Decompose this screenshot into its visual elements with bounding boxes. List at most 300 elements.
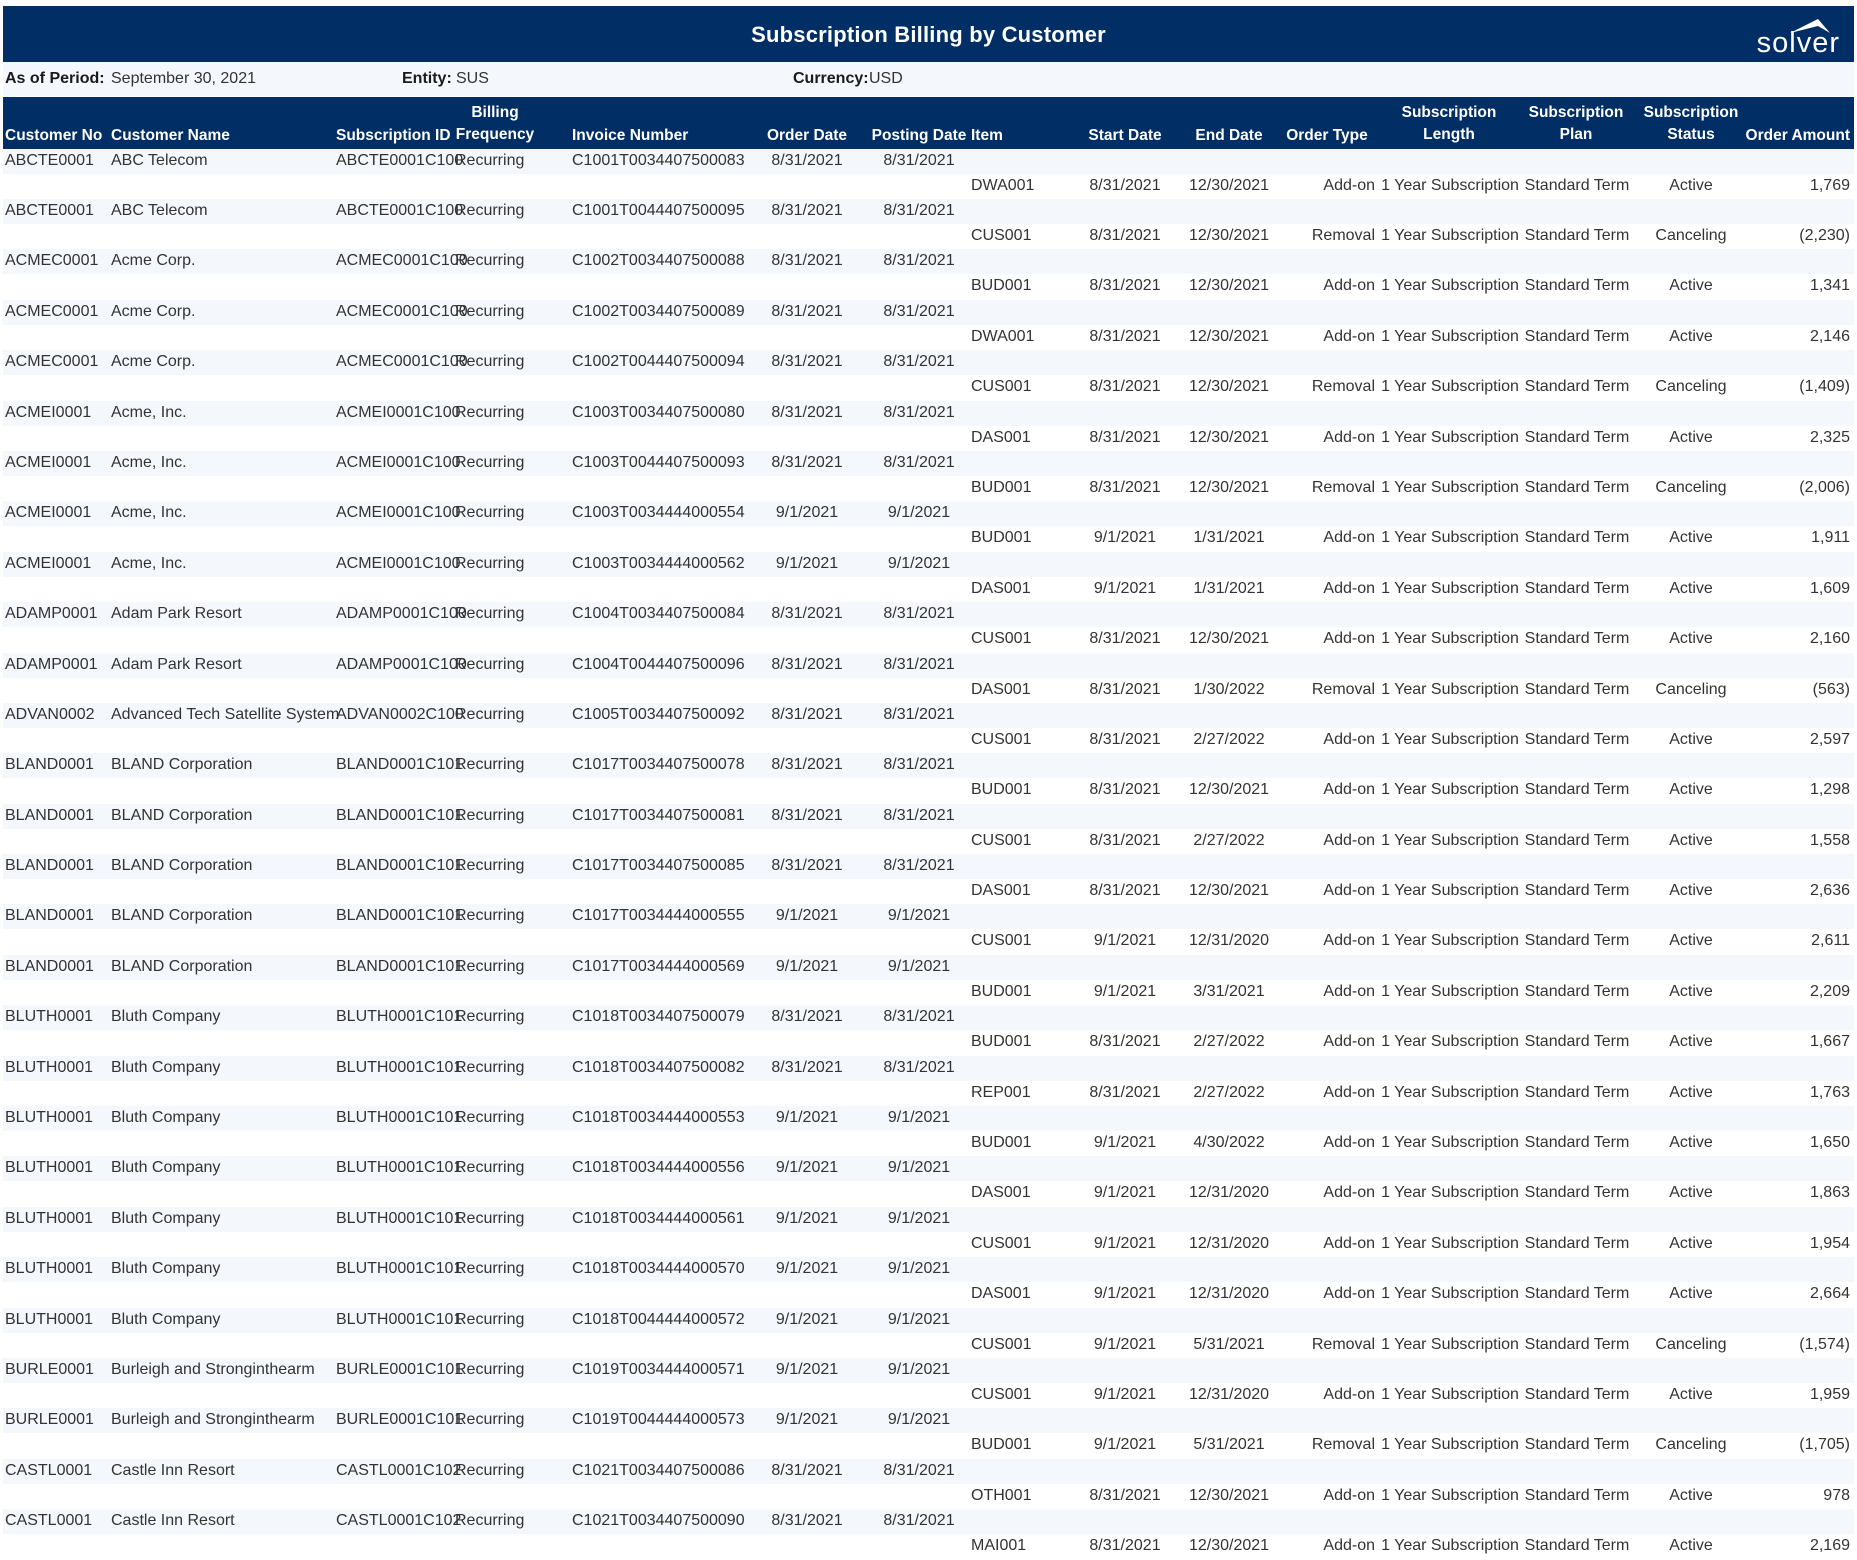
table-row bbox=[3, 199, 1854, 249]
posting-date-cell: 9/1/2021 bbox=[887, 554, 951, 572]
start-date-cell: 8/31/2021 bbox=[1089, 730, 1161, 748]
end-date-cell: 12/30/2021 bbox=[1188, 327, 1270, 345]
order-type-cell: Removal bbox=[1311, 1335, 1375, 1353]
subscription-status-cell: Canceling bbox=[1655, 680, 1727, 698]
billing-frequency-cell: Recurring bbox=[455, 957, 525, 975]
table-header bbox=[3, 97, 1854, 149]
posting-date-cell: 8/31/2021 bbox=[883, 705, 955, 723]
subscription-status-cell: Active bbox=[1669, 1184, 1713, 1202]
table-row bbox=[3, 602, 1854, 652]
customer-no-cell: ADAMP0001 bbox=[5, 605, 98, 623]
customer-name-cell: Acme, Inc. bbox=[111, 453, 187, 471]
end-date-cell: 12/30/2021 bbox=[1188, 781, 1270, 799]
billing-frequency-cell: Recurring bbox=[455, 705, 525, 723]
header-subscription-status-line2: Status bbox=[1667, 126, 1715, 143]
order-type-cell: Add-on bbox=[1323, 730, 1375, 748]
order-date-cell: 9/1/2021 bbox=[775, 504, 839, 522]
subscription-status-cell: Active bbox=[1669, 579, 1713, 597]
invoice-number-cell: C1004T0034407500084 bbox=[572, 605, 745, 623]
subscription-id-cell: BLAND0001C101 bbox=[336, 957, 464, 975]
subscription-length-cell: 1 Year Subscription bbox=[1381, 1083, 1519, 1101]
subscription-status-cell: Active bbox=[1669, 277, 1713, 295]
billing-frequency-cell: Recurring bbox=[455, 806, 525, 824]
order-date-cell: 8/31/2021 bbox=[771, 1512, 843, 1530]
customer-name-cell: Advanced Tech Satellite System bbox=[111, 705, 340, 723]
start-date-cell: 9/1/2021 bbox=[1093, 982, 1157, 1000]
customer-name-cell: Bluth Company bbox=[111, 1008, 221, 1026]
item-cell: REP001 bbox=[971, 1083, 1031, 1101]
subscription-status-cell: Active bbox=[1669, 1083, 1713, 1101]
header-end-date: End Date bbox=[1195, 127, 1263, 144]
header-billing-frequency-line1: Billing bbox=[471, 104, 519, 121]
order-type-cell: Add-on bbox=[1323, 781, 1375, 799]
order-type-cell: Add-on bbox=[1323, 529, 1375, 547]
solver-logo bbox=[1750, 16, 1840, 60]
table-row bbox=[3, 1005, 1854, 1055]
subscription-status-cell: Active bbox=[1669, 1385, 1713, 1403]
order-date-cell: 9/1/2021 bbox=[775, 554, 839, 572]
order-type-cell: Removal bbox=[1311, 227, 1375, 244]
billing-frequency-cell: Recurring bbox=[455, 1209, 525, 1227]
order-date-cell: 9/1/2021 bbox=[775, 1360, 839, 1378]
posting-date-cell: 8/31/2021 bbox=[883, 605, 955, 623]
subscription-plan-cell: Standard Term bbox=[1524, 1537, 1630, 1555]
header-order-date: Order Date bbox=[766, 127, 848, 144]
subscription-status-cell: Canceling bbox=[1655, 378, 1727, 396]
item-cell: CUS001 bbox=[971, 730, 1032, 748]
invoice-number-cell: C1017T0034444000569 bbox=[572, 957, 745, 975]
header-subscription-id: Subscription ID bbox=[336, 127, 451, 144]
order-amount-cell: (1,705) bbox=[1799, 1436, 1850, 1454]
customer-name-cell: ABC Telecom bbox=[111, 152, 208, 169]
invoice-number-cell: C1003T0034444000554 bbox=[572, 504, 745, 522]
invoice-number-cell: C1021T0034407500090 bbox=[572, 1512, 745, 1530]
currency-value: USD bbox=[869, 70, 903, 87]
item-cell: DWA001 bbox=[971, 327, 1035, 345]
subscription-length-cell: 1 Year Subscription bbox=[1381, 1033, 1519, 1051]
subscription-id-cell: BLAND0001C101 bbox=[336, 857, 464, 875]
order-type-cell: Add-on bbox=[1323, 1184, 1375, 1202]
billing-frequency-cell: Recurring bbox=[455, 403, 525, 421]
invoice-number-cell: C1017T0034407500085 bbox=[572, 857, 745, 875]
subscription-length-cell: 1 Year Subscription bbox=[1381, 378, 1519, 396]
table-row bbox=[3, 552, 1854, 602]
end-date-cell: 12/30/2021 bbox=[1188, 378, 1270, 396]
customer-no-cell: ABCTE0001 bbox=[5, 202, 94, 219]
subscription-plan-cell: Standard Term bbox=[1524, 1486, 1630, 1504]
start-date-cell: 9/1/2021 bbox=[1093, 1134, 1157, 1152]
order-type-cell: Add-on bbox=[1323, 579, 1375, 597]
billing-frequency-cell: Recurring bbox=[455, 1411, 525, 1429]
end-date-cell: 12/31/2020 bbox=[1188, 1234, 1270, 1252]
subscription-length-cell: 1 Year Subscription bbox=[1381, 277, 1519, 295]
subscription-plan-cell: Standard Term bbox=[1524, 1234, 1630, 1252]
subscription-status-cell: Active bbox=[1669, 1537, 1713, 1555]
posting-date-cell: 8/31/2021 bbox=[883, 302, 955, 320]
subscription-status-cell: Active bbox=[1669, 1486, 1713, 1504]
end-date-cell: 2/27/2022 bbox=[1193, 1033, 1265, 1051]
report-parameters bbox=[3, 62, 1854, 96]
customer-name-cell: BLAND Corporation bbox=[111, 907, 253, 925]
subscription-status-cell: Active bbox=[1669, 730, 1713, 748]
order-date-cell: 9/1/2021 bbox=[775, 1310, 839, 1328]
billing-frequency-cell: Recurring bbox=[455, 1260, 525, 1278]
posting-date-cell: 8/31/2021 bbox=[883, 252, 955, 270]
item-cell: CUS001 bbox=[971, 630, 1032, 648]
customer-name-cell: Burleigh and Stronginthearm bbox=[111, 1360, 315, 1378]
subscription-length-cell: 1 Year Subscription bbox=[1381, 982, 1519, 1000]
subscription-plan-cell: Standard Term bbox=[1524, 327, 1630, 345]
invoice-number-cell: C1005T0034407500092 bbox=[572, 705, 745, 723]
posting-date-cell: 9/1/2021 bbox=[887, 1209, 951, 1227]
order-type-cell: Add-on bbox=[1323, 277, 1375, 295]
subscription-status-cell: Active bbox=[1669, 882, 1713, 900]
subscription-status-cell: Active bbox=[1669, 831, 1713, 849]
subscription-plan-cell: Standard Term bbox=[1524, 277, 1630, 295]
item-cell: BUD001 bbox=[971, 1436, 1032, 1454]
subscription-status-cell: Active bbox=[1669, 428, 1713, 446]
invoice-number-cell: C1018T0034407500079 bbox=[572, 1008, 745, 1026]
posting-date-cell: 8/31/2021 bbox=[883, 1058, 955, 1076]
end-date-cell: 3/31/2021 bbox=[1193, 982, 1265, 1000]
order-amount-cell: 1,650 bbox=[1809, 1134, 1850, 1152]
invoice-number-cell: C1018T0034407500082 bbox=[572, 1058, 745, 1076]
table-row bbox=[3, 804, 1854, 854]
item-cell: BUD001 bbox=[971, 781, 1032, 799]
order-type-cell: Add-on bbox=[1323, 932, 1375, 950]
subscription-status-cell: Canceling bbox=[1655, 478, 1727, 496]
billing-frequency-cell: Recurring bbox=[455, 1058, 525, 1076]
subscription-plan-cell: Standard Term bbox=[1524, 1385, 1630, 1403]
subscription-length-cell: 1 Year Subscription bbox=[1381, 1486, 1519, 1504]
order-amount-cell: 1,558 bbox=[1809, 831, 1850, 849]
customer-no-cell: BLAND0001 bbox=[5, 756, 94, 774]
order-amount-cell: 2,325 bbox=[1809, 428, 1850, 446]
order-date-cell: 8/31/2021 bbox=[771, 1058, 843, 1076]
start-date-cell: 9/1/2021 bbox=[1093, 1385, 1157, 1403]
invoice-number-cell: C1002T0034407500088 bbox=[572, 252, 745, 270]
item-cell: BUD001 bbox=[971, 529, 1032, 547]
order-date-cell: 8/31/2021 bbox=[771, 705, 843, 723]
subscription-id-cell: BLAND0001C101 bbox=[336, 756, 464, 774]
subscription-plan-cell: Standard Term bbox=[1524, 1436, 1630, 1454]
end-date-cell: 12/30/2021 bbox=[1188, 277, 1270, 295]
billing-frequency-cell: Recurring bbox=[455, 152, 525, 169]
customer-name-cell: Acme, Inc. bbox=[111, 554, 187, 572]
subscription-length-cell: 1 Year Subscription bbox=[1381, 932, 1519, 950]
customer-no-cell: BLAND0001 bbox=[5, 907, 94, 925]
order-amount-cell: 1,863 bbox=[1809, 1184, 1850, 1202]
header-subscription-length bbox=[1379, 97, 1519, 149]
invoice-number-cell: C1021T0034407500086 bbox=[572, 1461, 745, 1479]
order-type-cell: Add-on bbox=[1323, 982, 1375, 1000]
table-row bbox=[3, 703, 1854, 753]
subscription-id-cell: BLUTH0001C101 bbox=[336, 1058, 463, 1076]
billing-frequency-cell: Recurring bbox=[455, 907, 525, 925]
customer-name-cell: BLAND Corporation bbox=[111, 756, 253, 774]
posting-date-cell: 9/1/2021 bbox=[887, 1260, 951, 1278]
item-cell: OTH001 bbox=[971, 1486, 1032, 1504]
start-date-cell: 9/1/2021 bbox=[1093, 1436, 1157, 1454]
header-subscription-plan bbox=[1521, 97, 1631, 149]
order-amount-cell: 1,341 bbox=[1809, 277, 1850, 295]
order-date-cell: 8/31/2021 bbox=[771, 655, 843, 673]
order-amount-cell: 2,169 bbox=[1809, 1537, 1850, 1555]
start-date-cell: 8/31/2021 bbox=[1089, 478, 1161, 496]
billing-frequency-cell: Recurring bbox=[455, 202, 525, 219]
subscription-id-cell: BLUTH0001C101 bbox=[336, 1159, 463, 1177]
subscription-status-cell: Active bbox=[1669, 982, 1713, 1000]
subscription-status-cell: Canceling bbox=[1655, 1436, 1727, 1454]
subscription-length-cell: 1 Year Subscription bbox=[1381, 1335, 1519, 1353]
header-subscription-status bbox=[1637, 97, 1745, 149]
header-subscription-status-line1: Subscription bbox=[1643, 104, 1739, 121]
header-order-amount: Order Amount bbox=[1745, 127, 1850, 144]
start-date-cell: 8/31/2021 bbox=[1089, 882, 1161, 900]
start-date-cell: 8/31/2021 bbox=[1089, 177, 1161, 194]
customer-name-cell: BLAND Corporation bbox=[111, 806, 253, 824]
invoice-number-cell: C1003T0044407500093 bbox=[572, 453, 745, 471]
subscription-length-cell: 1 Year Subscription bbox=[1381, 1385, 1519, 1403]
subscription-id-cell: ADAMP0001C100 bbox=[336, 605, 467, 623]
item-cell: DAS001 bbox=[971, 428, 1031, 446]
posting-date-cell: 8/31/2021 bbox=[883, 403, 955, 421]
customer-name-cell: BLAND Corporation bbox=[111, 957, 253, 975]
billing-frequency-cell: Recurring bbox=[455, 1360, 525, 1378]
table-row bbox=[3, 854, 1854, 904]
header-customer-name: Customer Name bbox=[111, 127, 230, 144]
subscription-length-cell: 1 Year Subscription bbox=[1381, 428, 1519, 446]
start-date-cell: 8/31/2021 bbox=[1089, 327, 1161, 345]
customer-no-cell: ACMEI0001 bbox=[5, 403, 92, 421]
table-row bbox=[3, 1257, 1854, 1307]
subscription-length-cell: 1 Year Subscription bbox=[1381, 327, 1519, 345]
billing-frequency-cell: Recurring bbox=[455, 252, 525, 270]
subscription-id-cell: ABCTE0001C100 bbox=[336, 202, 464, 219]
posting-date-cell: 8/31/2021 bbox=[883, 756, 955, 774]
customer-name-cell: Castle Inn Resort bbox=[111, 1461, 235, 1479]
subscription-length-cell: 1 Year Subscription bbox=[1381, 882, 1519, 900]
subscription-length-cell: 1 Year Subscription bbox=[1381, 1134, 1519, 1152]
customer-no-cell: BLUTH0001 bbox=[5, 1260, 94, 1278]
order-date-cell: 8/31/2021 bbox=[771, 202, 843, 219]
subscription-status-cell: Active bbox=[1669, 1134, 1713, 1152]
subscription-id-cell: ACMEI0001C100 bbox=[336, 403, 461, 421]
table-row bbox=[3, 753, 1854, 803]
customer-name-cell: Acme Corp. bbox=[111, 353, 196, 371]
customer-no-cell: ACMEC0001 bbox=[5, 353, 99, 371]
customer-name-cell: Bluth Company bbox=[111, 1109, 221, 1127]
order-date-cell: 8/31/2021 bbox=[771, 605, 843, 623]
invoice-number-cell: C1018T0034444000553 bbox=[572, 1109, 745, 1127]
start-date-cell: 9/1/2021 bbox=[1093, 1184, 1157, 1202]
end-date-cell: 12/30/2021 bbox=[1188, 1537, 1270, 1555]
order-amount-cell: 2,209 bbox=[1809, 982, 1850, 1000]
invoice-number-cell: C1018T0034444000556 bbox=[572, 1159, 745, 1177]
end-date-cell: 12/30/2021 bbox=[1188, 177, 1270, 194]
customer-name-cell: Castle Inn Resort bbox=[111, 1512, 235, 1530]
subscription-status-cell: Active bbox=[1669, 327, 1713, 345]
table-row bbox=[3, 1156, 1854, 1206]
billing-frequency-cell: Recurring bbox=[455, 605, 525, 623]
posting-date-cell: 9/1/2021 bbox=[887, 1159, 951, 1177]
subscription-plan-cell: Standard Term bbox=[1524, 680, 1630, 698]
posting-date-cell: 8/31/2021 bbox=[883, 453, 955, 471]
subscription-plan-cell: Standard Term bbox=[1524, 227, 1630, 244]
table-row bbox=[3, 249, 1854, 299]
order-type-cell: Add-on bbox=[1323, 1537, 1375, 1555]
customer-no-cell: BLUTH0001 bbox=[5, 1058, 94, 1076]
posting-date-cell: 8/31/2021 bbox=[883, 202, 955, 219]
order-amount-cell: (2,230) bbox=[1799, 227, 1850, 244]
table-row bbox=[3, 1509, 1854, 1559]
end-date-cell: 12/30/2021 bbox=[1188, 630, 1270, 648]
start-date-cell: 8/31/2021 bbox=[1089, 277, 1161, 295]
order-type-cell: Add-on bbox=[1323, 327, 1375, 345]
order-amount-cell: 2,160 bbox=[1809, 630, 1850, 648]
order-type-cell: Add-on bbox=[1323, 177, 1375, 194]
item-cell: CUS001 bbox=[971, 1234, 1032, 1252]
report-title: Subscription Billing by Customer bbox=[751, 22, 1106, 47]
order-date-cell: 8/31/2021 bbox=[771, 1461, 843, 1479]
order-date-cell: 8/31/2021 bbox=[771, 152, 843, 169]
billing-frequency-cell: Recurring bbox=[455, 1159, 525, 1177]
order-date-cell: 8/31/2021 bbox=[771, 806, 843, 824]
subscription-length-cell: 1 Year Subscription bbox=[1381, 1537, 1519, 1555]
customer-no-cell: BLUTH0001 bbox=[5, 1109, 94, 1127]
currency-label: Currency: bbox=[793, 70, 869, 87]
billing-frequency-cell: Recurring bbox=[455, 1310, 525, 1328]
start-date-cell: 8/31/2021 bbox=[1089, 831, 1161, 849]
subscription-id-cell: ABCTE0001C100 bbox=[336, 152, 464, 169]
order-date-cell: 8/31/2021 bbox=[771, 252, 843, 270]
subscription-plan-cell: Standard Term bbox=[1524, 1033, 1630, 1051]
subscription-status-cell: Active bbox=[1669, 177, 1713, 194]
entity-value: SUS bbox=[456, 70, 489, 87]
posting-date-cell: 8/31/2021 bbox=[883, 1512, 955, 1530]
header-posting-date: Posting Date bbox=[871, 127, 967, 144]
end-date-cell: 12/31/2020 bbox=[1188, 1184, 1270, 1202]
subscription-plan-cell: Standard Term bbox=[1524, 982, 1630, 1000]
posting-date-cell: 8/31/2021 bbox=[883, 857, 955, 875]
subscription-status-cell: Active bbox=[1669, 932, 1713, 950]
subscription-id-cell: BURLE0001C101 bbox=[336, 1411, 464, 1429]
customer-no-cell: CASTL0001 bbox=[5, 1512, 93, 1530]
subscription-id-cell: BLUTH0001C101 bbox=[336, 1260, 463, 1278]
customer-no-cell: ADVAN0002 bbox=[5, 705, 95, 723]
subscription-id-cell: CASTL0001C102 bbox=[336, 1461, 462, 1479]
subscription-status-cell: Active bbox=[1669, 1033, 1713, 1051]
subscription-length-cell: 1 Year Subscription bbox=[1381, 177, 1519, 194]
subscription-plan-cell: Standard Term bbox=[1524, 529, 1630, 547]
table-row bbox=[3, 149, 1854, 199]
end-date-cell: 1/31/2021 bbox=[1193, 529, 1265, 547]
billing-frequency-cell: Recurring bbox=[455, 756, 525, 774]
subscription-length-cell: 1 Year Subscription bbox=[1381, 227, 1519, 244]
subscription-length-cell: 1 Year Subscription bbox=[1381, 730, 1519, 748]
table-row bbox=[3, 1358, 1854, 1408]
start-date-cell: 9/1/2021 bbox=[1093, 1285, 1157, 1303]
customer-no-cell: BLUTH0001 bbox=[5, 1209, 94, 1227]
end-date-cell: 12/30/2021 bbox=[1188, 478, 1270, 496]
billing-frequency-cell: Recurring bbox=[455, 655, 525, 673]
subscription-status-cell: Active bbox=[1669, 630, 1713, 648]
order-amount-cell: 2,636 bbox=[1809, 882, 1850, 900]
order-amount-cell: 2,146 bbox=[1809, 327, 1850, 345]
billing-frequency-cell: Recurring bbox=[455, 453, 525, 471]
subscription-plan-cell: Standard Term bbox=[1524, 478, 1630, 496]
invoice-number-cell: C1004T0044407500096 bbox=[572, 655, 745, 673]
billing-frequency-cell: Recurring bbox=[455, 1109, 525, 1127]
customer-no-cell: BURLE0001 bbox=[5, 1360, 94, 1378]
order-amount-cell: 1,298 bbox=[1809, 781, 1850, 799]
customer-name-cell: Acme Corp. bbox=[111, 302, 196, 320]
invoice-number-cell: C1017T0034407500078 bbox=[572, 756, 745, 774]
subscription-status-cell: Active bbox=[1669, 1234, 1713, 1252]
item-cell: CUS001 bbox=[971, 227, 1032, 244]
subscription-length-cell: 1 Year Subscription bbox=[1381, 630, 1519, 648]
order-amount-cell: 1,959 bbox=[1809, 1385, 1850, 1403]
item-cell: CUS001 bbox=[971, 1385, 1032, 1403]
order-date-cell: 8/31/2021 bbox=[771, 403, 843, 421]
order-date-cell: 8/31/2021 bbox=[771, 453, 843, 471]
subscription-plan-cell: Standard Term bbox=[1524, 177, 1630, 194]
table-row bbox=[3, 1459, 1854, 1509]
end-date-cell: 2/27/2022 bbox=[1193, 1083, 1265, 1101]
end-date-cell: 12/31/2020 bbox=[1188, 1385, 1270, 1403]
order-amount-cell: 1,667 bbox=[1809, 1033, 1850, 1051]
start-date-cell: 8/31/2021 bbox=[1089, 378, 1161, 396]
billing-frequency-cell: Recurring bbox=[455, 1461, 525, 1479]
subscription-id-cell: BLAND0001C101 bbox=[336, 907, 464, 925]
customer-no-cell: BLAND0001 bbox=[5, 957, 94, 975]
order-type-cell: Add-on bbox=[1323, 882, 1375, 900]
header-billing-frequency-line2: Frequency bbox=[455, 126, 535, 143]
item-cell: DAS001 bbox=[971, 1285, 1031, 1303]
order-date-cell: 8/31/2021 bbox=[771, 302, 843, 320]
subscription-plan-cell: Standard Term bbox=[1524, 1335, 1630, 1353]
table-row bbox=[3, 1207, 1854, 1257]
invoice-number-cell: C1017T0034444000555 bbox=[572, 907, 745, 925]
invoice-number-cell: C1019T0044444000573 bbox=[572, 1411, 745, 1429]
subscription-plan-cell: Standard Term bbox=[1524, 1134, 1630, 1152]
start-date-cell: 8/31/2021 bbox=[1089, 227, 1161, 244]
customer-name-cell: Bluth Company bbox=[111, 1310, 221, 1328]
customer-name-cell: BLAND Corporation bbox=[111, 857, 253, 875]
item-cell: BUD001 bbox=[971, 982, 1032, 1000]
order-date-cell: 8/31/2021 bbox=[771, 353, 843, 371]
posting-date-cell: 9/1/2021 bbox=[887, 504, 951, 522]
customer-no-cell: ADAMP0001 bbox=[5, 655, 98, 673]
subscription-status-cell: Canceling bbox=[1655, 227, 1727, 244]
table-row bbox=[3, 300, 1854, 350]
subscription-id-cell: ADAMP0001C100 bbox=[336, 655, 467, 673]
subscription-length-cell: 1 Year Subscription bbox=[1381, 478, 1519, 496]
subscription-length-cell: 1 Year Subscription bbox=[1381, 1436, 1519, 1454]
subscription-length-cell: 1 Year Subscription bbox=[1381, 831, 1519, 849]
item-cell: BUD001 bbox=[971, 1134, 1032, 1152]
item-cell: DAS001 bbox=[971, 680, 1031, 698]
invoice-number-cell: C1018T0034444000570 bbox=[572, 1260, 745, 1278]
start-date-cell: 8/31/2021 bbox=[1089, 1537, 1161, 1555]
subscription-length-cell: 1 Year Subscription bbox=[1381, 529, 1519, 547]
order-type-cell: Add-on bbox=[1323, 428, 1375, 446]
billing-frequency-cell: Recurring bbox=[455, 353, 525, 371]
posting-date-cell: 8/31/2021 bbox=[883, 152, 955, 169]
posting-date-cell: 9/1/2021 bbox=[887, 1411, 951, 1429]
table-row bbox=[3, 1106, 1854, 1156]
customer-name-cell: ABC Telecom bbox=[111, 202, 208, 219]
